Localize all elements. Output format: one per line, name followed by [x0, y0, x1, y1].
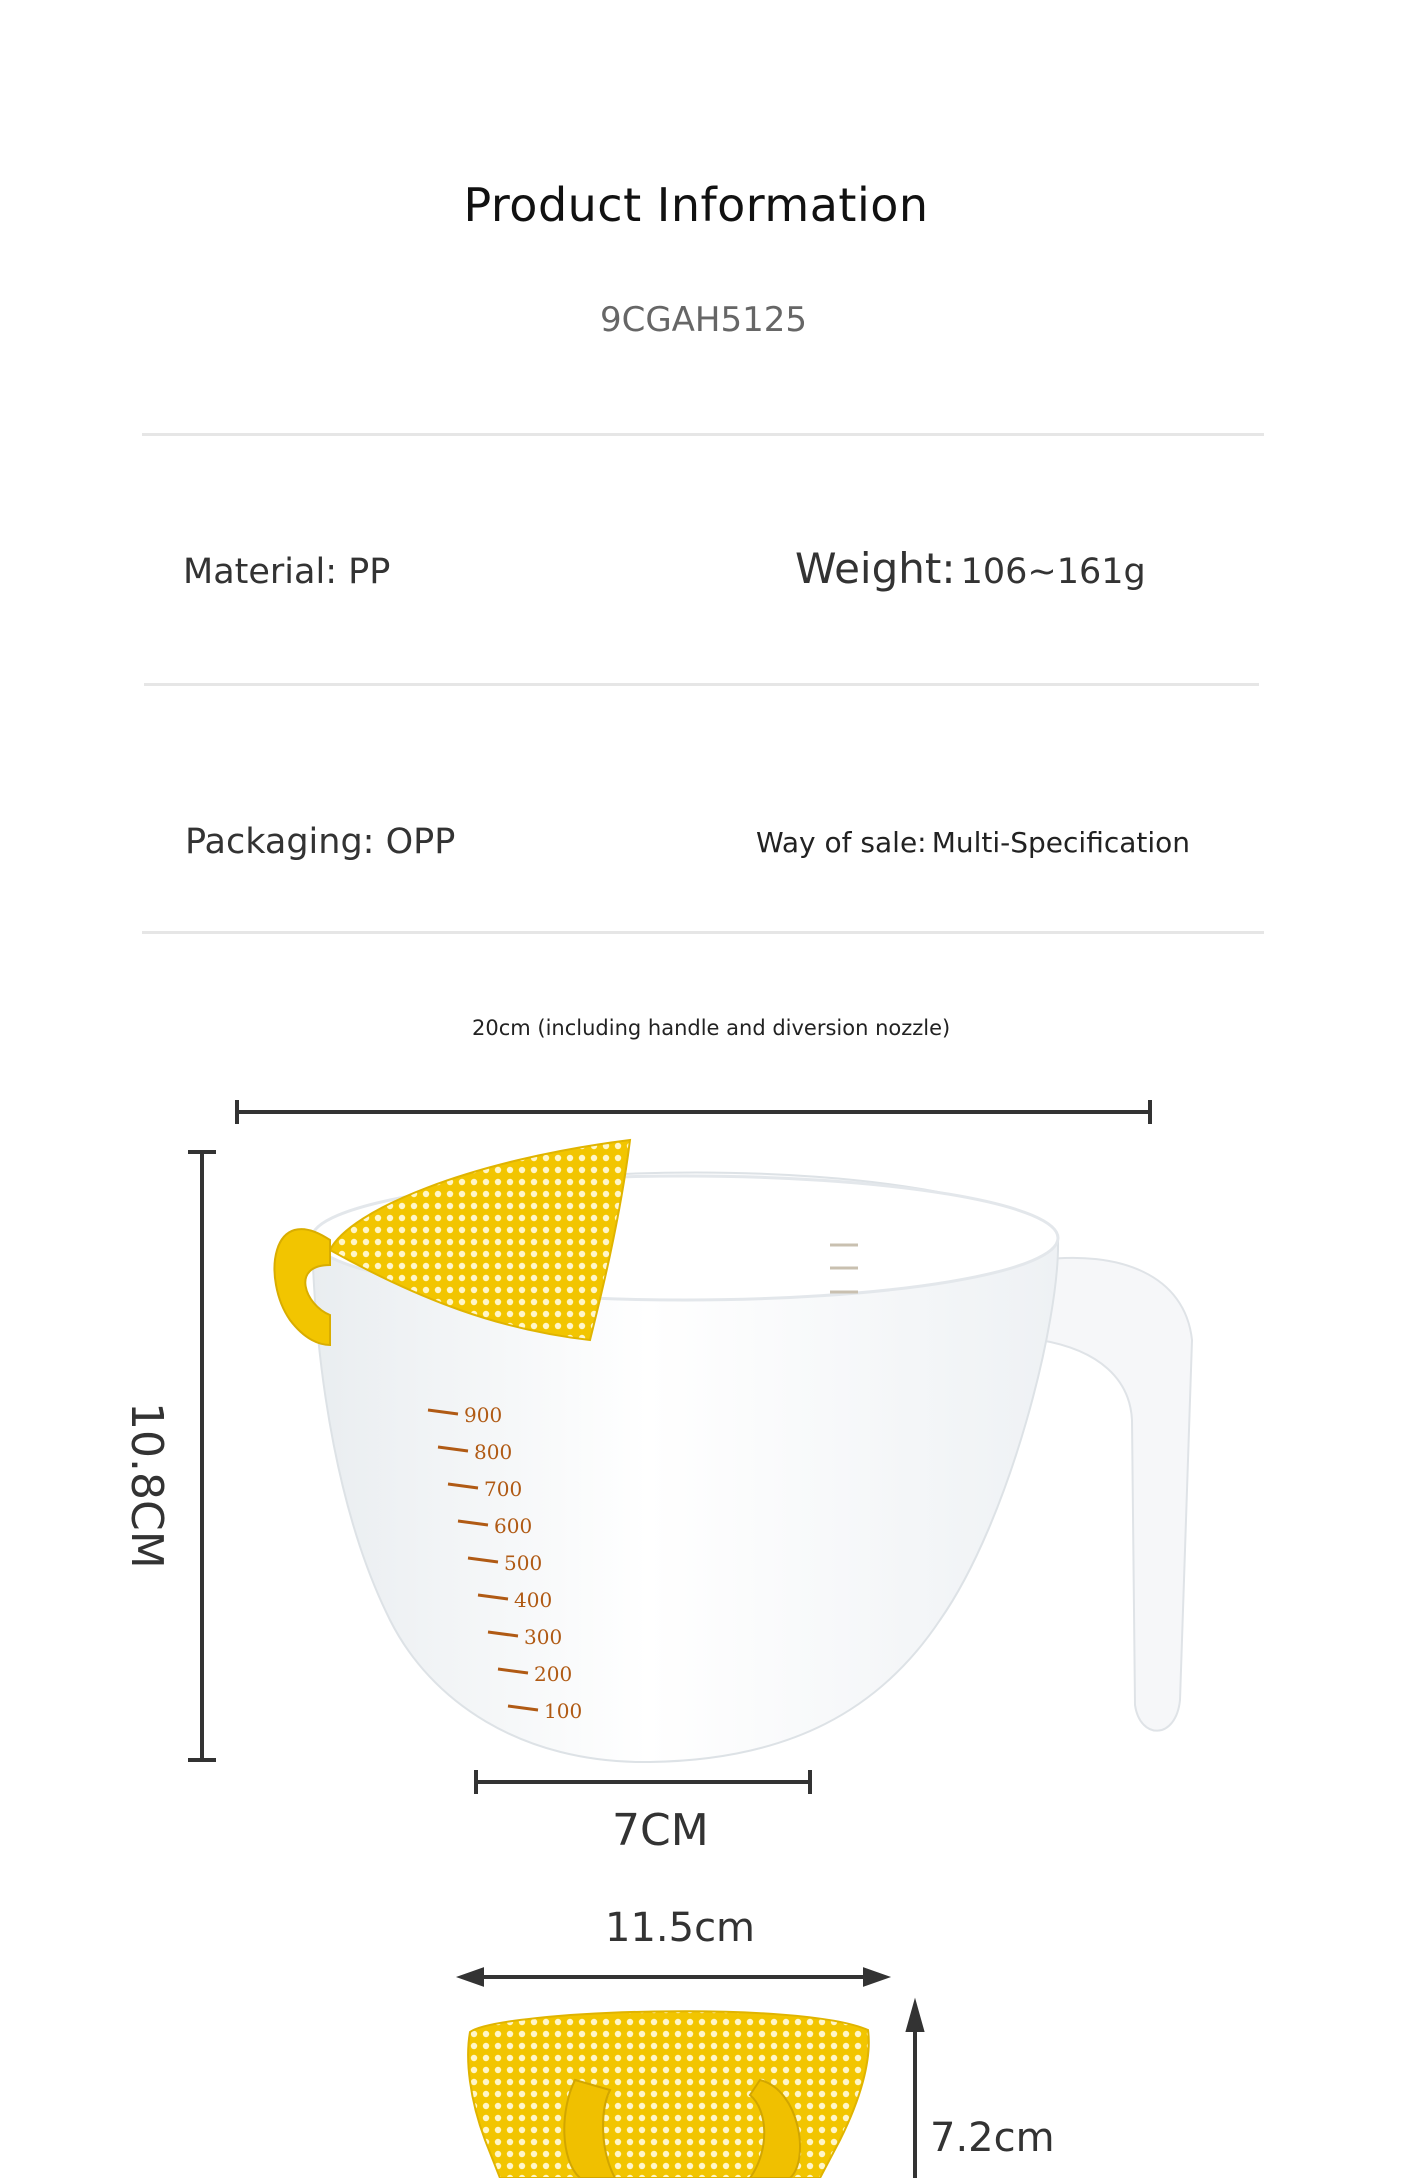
- scale-label: 500: [504, 1551, 543, 1575]
- height-label: 10.8CM: [121, 1402, 172, 1569]
- length-dimension-line: [237, 1100, 1150, 1124]
- scale-label: 700: [484, 1477, 523, 1501]
- cup-handle: [1040, 1258, 1192, 1731]
- scale-label: 400: [514, 1588, 553, 1612]
- weight-label: Weight:: [795, 544, 956, 593]
- sale-label: Way of sale:: [756, 826, 927, 859]
- scale-label: 800: [474, 1440, 513, 1464]
- height-dimension-line: [188, 1152, 216, 1760]
- strainer-height-label: 7.2cm: [930, 2115, 1055, 2161]
- product-code: 9CGAH5125: [599, 300, 808, 340]
- strainer-product: [468, 2011, 869, 2178]
- page-title: Product Information: [463, 178, 929, 232]
- strainer-height-arrow: [908, 2005, 922, 2178]
- length-note: 20cm (including handle and diversion nozzle): [462, 1010, 960, 1046]
- strainer-width-label: 11.5cm: [605, 1905, 756, 1951]
- weight-value: 106~161g: [960, 552, 1146, 592]
- scale-label: 600: [494, 1514, 533, 1538]
- scale-label: 200: [534, 1662, 573, 1686]
- scale-label: 100: [544, 1699, 583, 1723]
- material-spec: Material: PP: [183, 552, 391, 592]
- base-dimension-line: [476, 1770, 810, 1794]
- scale-label: 300: [524, 1625, 563, 1649]
- strainer-width-arrow: [462, 1970, 885, 1984]
- sale-value: Multi-Specification: [931, 826, 1191, 859]
- scale-label: 900: [464, 1403, 503, 1427]
- base-label: 7CM: [612, 1805, 709, 1856]
- packaging-spec: Packaging: OPP: [185, 822, 456, 862]
